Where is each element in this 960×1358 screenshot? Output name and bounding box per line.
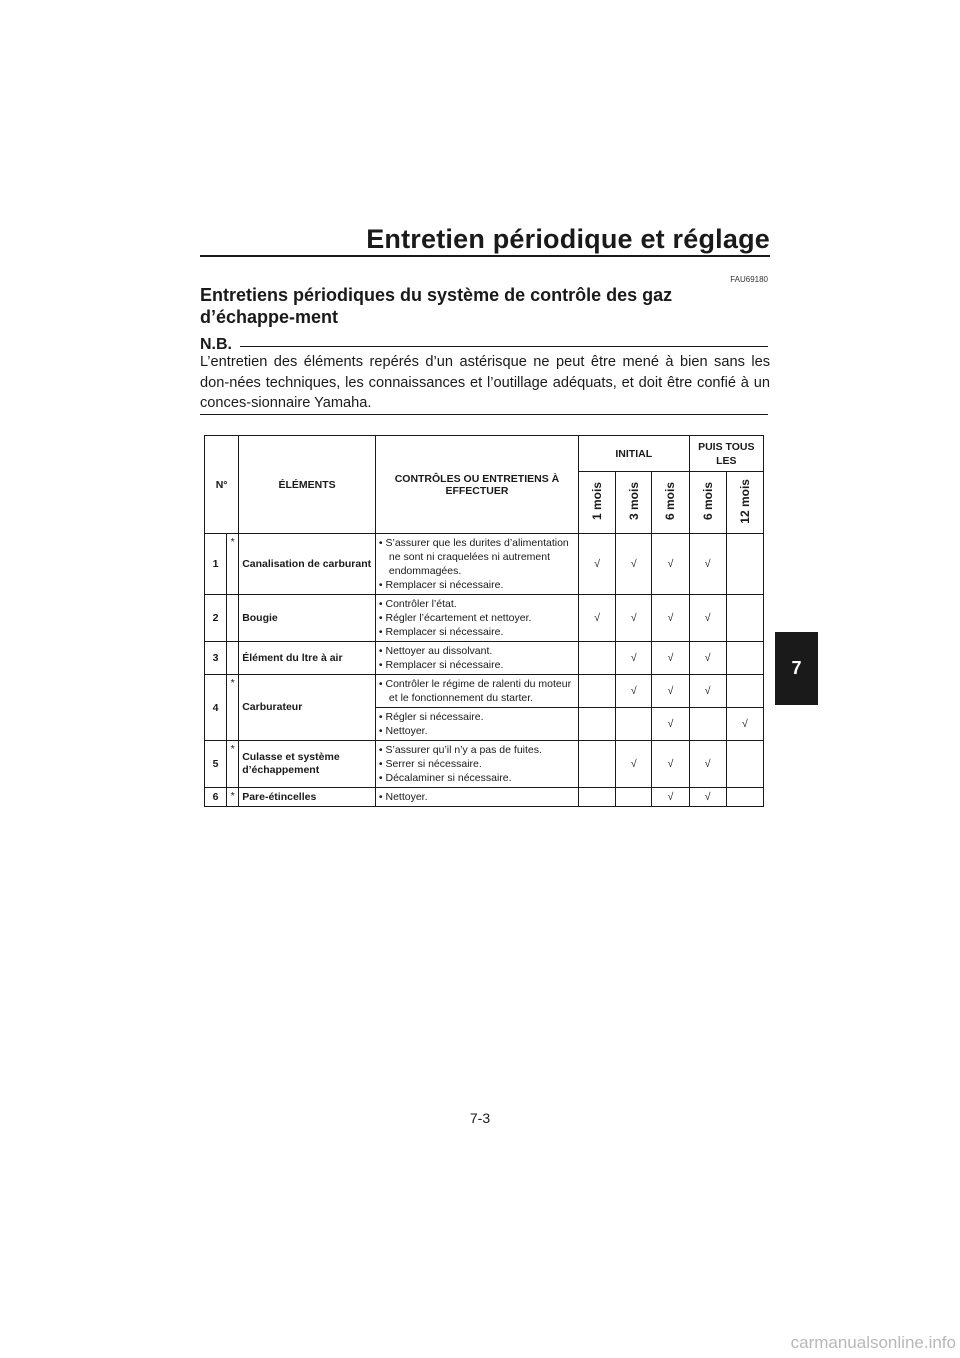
action-item: • Décalaminer si nécessaire. (379, 771, 575, 785)
check-cell (726, 675, 763, 708)
interval-header (726, 472, 763, 534)
row-number: 1 (205, 534, 227, 595)
row-asterisk: * (227, 741, 239, 788)
row-actions (375, 642, 578, 675)
row-number: 6 (205, 788, 227, 807)
check-cell: √ (689, 741, 726, 788)
check-cell: √ (652, 595, 689, 642)
action-item: • Régler l’écartement et nettoyer. (379, 611, 575, 625)
row-number: 5 (205, 741, 227, 788)
check-cell: √ (652, 642, 689, 675)
check-cell: √ (689, 595, 726, 642)
check-cell: √ (652, 741, 689, 788)
action-item: • S’assurer qu’il n’y a pas de fuites. (379, 743, 575, 757)
action-item: • Contrôler le régime de ralenti du moteur et le fonctionnement du starter. (379, 677, 575, 705)
row-actions (375, 788, 578, 807)
check-cell (578, 788, 615, 807)
chapter-tab: 7 (775, 632, 818, 705)
action-item: • Remplacer si nécessaire. (379, 658, 575, 672)
row-number: 2 (205, 595, 227, 642)
action-item: • Contrôler l’état. (379, 597, 575, 611)
row-item: Bougie (239, 595, 376, 642)
action-item: • Remplacer si nécessaire. (379, 578, 575, 592)
check-cell: √ (689, 534, 726, 595)
check-cell (726, 534, 763, 595)
check-cell (726, 642, 763, 675)
header-actions: CONTRÔLES OU ENTRETIENS À EFFECTUER (375, 436, 578, 534)
action-item: • Nettoyer. (379, 790, 575, 804)
header-number: N° (205, 436, 239, 534)
check-cell (726, 595, 763, 642)
row-asterisk: * (227, 788, 239, 807)
check-cell: √ (616, 675, 652, 708)
check-cell: √ (616, 595, 652, 642)
row-item: Carburateur (239, 675, 376, 741)
header-thereafter: PUIS TOUS LES (689, 436, 763, 472)
note-text: L’entretien des éléments repérés d’un astérisque ne peut être mené à bien sans les don-nées techniques, les connaissances et l’outillage adéquats, et doit être confié à un conces-sionnaire Yamaha. (200, 354, 770, 411)
check-cell: √ (652, 534, 689, 595)
row-number: 3 (205, 642, 227, 675)
check-cell (726, 741, 763, 788)
header-items: ÉLÉMENTS (239, 436, 376, 534)
row-actions (375, 675, 578, 708)
check-cell: √ (726, 708, 763, 741)
row-item: Élément du ltre à air (239, 642, 376, 675)
check-cell: √ (689, 788, 726, 807)
check-cell (616, 708, 652, 741)
page-number: 7-3 (469, 1110, 491, 1126)
row-item: Culasse et système d’échappement (239, 741, 376, 788)
interval-header (689, 472, 726, 534)
check-cell: √ (689, 675, 726, 708)
maintenance-table (204, 435, 764, 807)
interval-label: 12 mois (737, 478, 752, 524)
row-asterisk: * (227, 675, 239, 741)
check-cell: √ (652, 675, 689, 708)
row-actions (375, 708, 578, 741)
interval-label: 6 mois (663, 481, 678, 520)
check-cell: √ (616, 642, 652, 675)
check-cell (578, 675, 615, 708)
row-number: 4 (205, 675, 227, 741)
check-cell (616, 788, 652, 807)
section-heading: Entretiens périodiques du système de contrôle des gaz d’échappe-ment (200, 285, 673, 327)
interval-header (652, 472, 689, 534)
action-item: • Remplacer si nécessaire. (379, 625, 575, 639)
interval-header (578, 472, 615, 534)
check-cell (578, 642, 615, 675)
check-cell: √ (616, 741, 652, 788)
row-actions (375, 595, 578, 642)
note-bottom-rule (200, 414, 768, 415)
note-rule (240, 346, 768, 347)
header-initial: INITIAL (578, 436, 689, 472)
check-cell (578, 708, 615, 741)
interval-label: 1 mois (590, 481, 605, 520)
interval-label: 6 mois (700, 481, 715, 520)
row-item: Canalisation de carburant (239, 534, 376, 595)
action-item: • Régler si nécessaire. (379, 710, 575, 724)
check-cell: √ (652, 708, 689, 741)
table-row (205, 675, 764, 708)
action-item: • Nettoyer au dissolvant. (379, 644, 575, 658)
interval-header (616, 472, 652, 534)
action-item: • S’assurer que les durites d’alimentation ne sont ni craquelées ni autrement endommagées. (379, 536, 575, 578)
row-asterisk: * (227, 534, 239, 595)
title-rule (200, 255, 770, 257)
action-item: • Nettoyer. (379, 724, 575, 738)
action-item: • Serrer si nécessaire. (379, 757, 575, 771)
table-row (205, 741, 764, 788)
watermark: carmanualsonline.info (790, 1333, 956, 1352)
row-asterisk (227, 642, 239, 675)
table-row (205, 534, 764, 595)
check-cell (689, 708, 726, 741)
check-cell: √ (616, 534, 652, 595)
table-row (205, 642, 764, 675)
check-cell (578, 741, 615, 788)
note-label: N.B. (200, 336, 232, 353)
row-actions (375, 741, 578, 788)
check-cell (726, 788, 763, 807)
table-row (205, 788, 764, 807)
check-cell: √ (578, 534, 615, 595)
check-cell: √ (652, 788, 689, 807)
table-row (205, 595, 764, 642)
interval-label: 3 mois (626, 481, 641, 520)
row-actions (375, 534, 578, 595)
check-cell: √ (578, 595, 615, 642)
page-title: Entretien périodique et réglage (366, 224, 770, 254)
row-asterisk (227, 595, 239, 642)
check-cell: √ (689, 642, 726, 675)
row-item: Pare-étincelles (239, 788, 376, 807)
section-code: FAU69180 (730, 275, 768, 284)
